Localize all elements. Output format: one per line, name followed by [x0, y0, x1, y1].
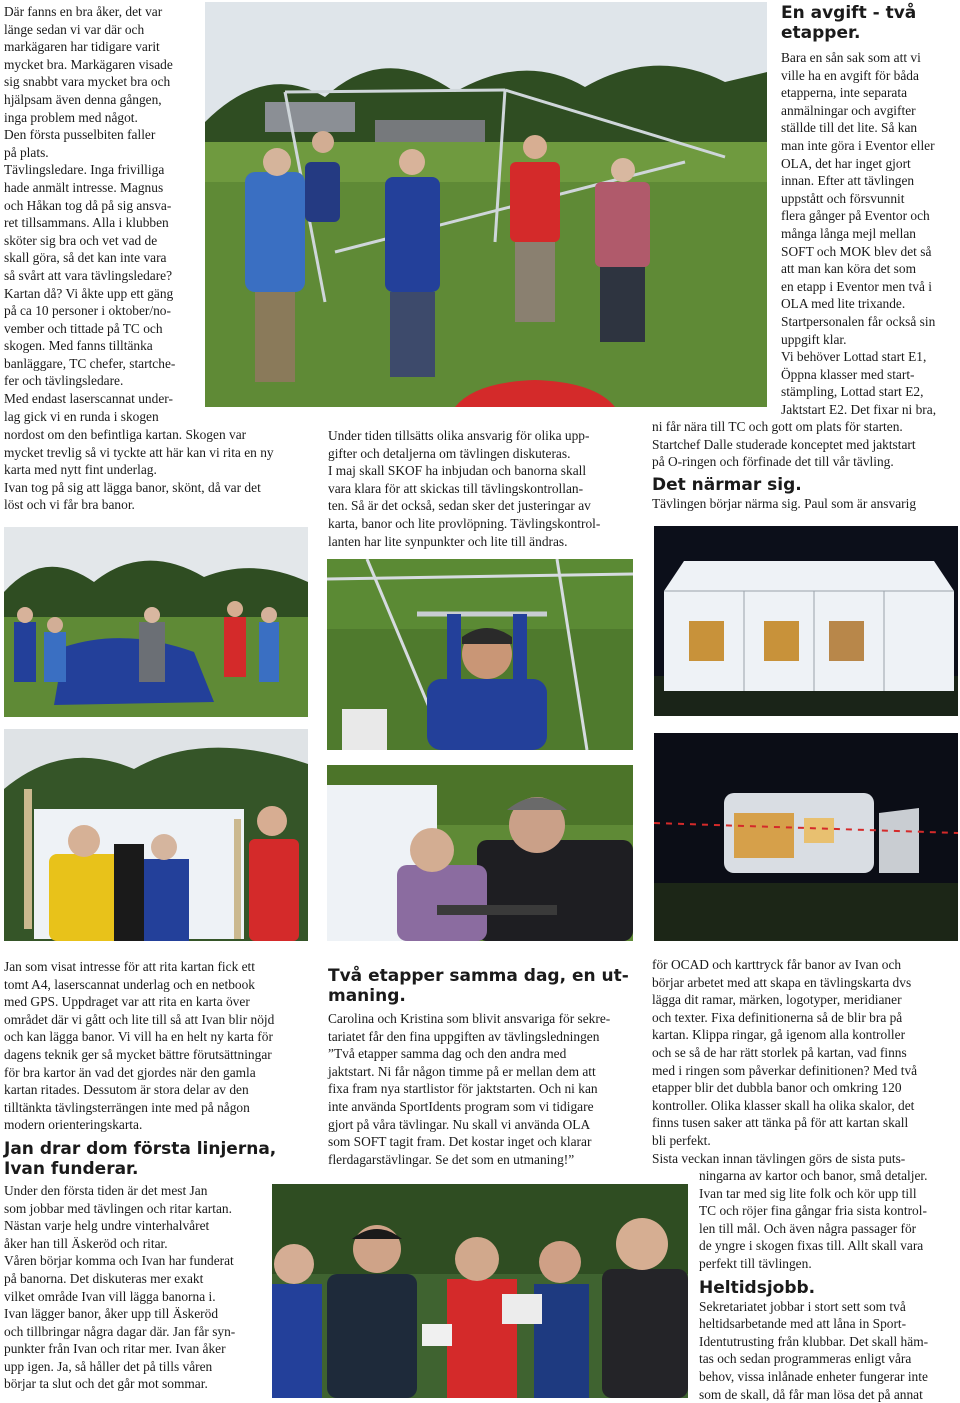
text-line: Öppna klasser med start-	[781, 366, 915, 382]
text-line: skall göra, så det kan inte vara	[4, 250, 167, 266]
text-line: lanten har lite synpunkter och lite till ändras.	[328, 533, 568, 549]
text-line: på banorna. Det diskuteras mer exakt	[4, 1270, 204, 1286]
text-line: gifter och detaljerna om tävlingen diskuteras.	[328, 445, 571, 461]
text-line: börjar arbetet med att skapa en tävlingskarta dvs	[652, 974, 912, 990]
text-line: Den första pusselbiten faller	[4, 127, 156, 143]
text-line: OLA, det har inget gjort	[781, 155, 911, 171]
photo-man-holding-pole	[327, 559, 633, 750]
text-line: Där fanns en bra åker, det var	[4, 4, 163, 19]
text-line: behov, vissa inlånade enheter fungerar inte	[699, 1368, 928, 1384]
text-line: vilket område Ivan vill lägga banorna i.	[4, 1288, 216, 1304]
text-line: lägga dit ramar, märken, logotyper, meridianer	[652, 992, 902, 1008]
text-line: tariatet får den fina uppgiften av tävlingsledningen	[328, 1028, 600, 1044]
text-line: innan. Efter att tävlingen	[781, 173, 915, 189]
text-line: Identutrusting från klubbar. Det skall häm-	[699, 1333, 929, 1349]
text-line: på O-ringen och förfinade det till vår tävling.	[652, 454, 894, 470]
heading-two-stages: Två etapper samma dag, en ut-	[328, 966, 629, 986]
photo-tent-frame-raising	[205, 2, 767, 407]
text-line: kartan. Klippa ringar, gå igenom alla kontroller	[652, 1027, 906, 1043]
final-touches-section	[699, 1167, 958, 1403]
text-line: lag gick vi en runda i skogen	[4, 408, 159, 424]
text-line: inga problem med något.	[4, 109, 138, 125]
map-printing-section	[652, 956, 958, 1167]
text-line: Ivan lägger banor, åker upp till Äskeröd	[4, 1306, 219, 1322]
text-line: sköter sig bra och vet vad de	[4, 232, 158, 248]
text-line: jaktstart. Ni får någon timme på er mellan dem att	[328, 1063, 596, 1079]
photo-group-with-papers	[272, 1184, 688, 1398]
text-line: ret tillsammans. Alla i klubben	[4, 215, 169, 231]
text-line: man inte göra i Eventor eller	[781, 137, 935, 153]
text-line: kartan ritades. Dessutom är stora delar av den	[4, 1082, 249, 1098]
text-line: Ivan tar med sig lite folk och kör upp till	[699, 1185, 917, 1201]
heading-approaching: Det närmar sig.	[652, 474, 802, 495]
text-line: vember och tittade på TC och	[4, 320, 163, 336]
text-line: Tävlingen börjar närma sig. Paul som är ansvarig	[652, 495, 917, 511]
heading-first-lines-2: Ivan funderar.	[4, 1158, 139, 1179]
text-line: som de skall, då får man lösa det på annat	[699, 1386, 923, 1402]
text-line: len till mål. Och även några passager för	[699, 1220, 917, 1236]
text-line: skogen. Med fanns tilltänka	[4, 338, 153, 354]
text-line: karta med nytt fint underlag.	[4, 462, 157, 478]
text-line: Vi behöver Lottad start E1,	[781, 349, 927, 365]
heading-two-stages-2: maning.	[328, 986, 406, 1006]
text-line: OLA med lite trixande.	[781, 296, 906, 312]
text-line: för bra kartor än vad det gjordes när den gamla	[4, 1064, 256, 1080]
text-line: modern orienteringskarta.	[4, 1117, 143, 1133]
text-line: och kan lägga banor. Vi vill ha en helt ny karta för	[4, 1029, 273, 1045]
text-line: perfekt till tävlingen.	[699, 1255, 812, 1271]
text-line: ville ha en avgift för båda	[781, 67, 919, 83]
text-line: åker han till Äskeröd och ritar.	[4, 1235, 168, 1251]
text-line: karta, banor och lite provlöpning. Tävlingskontrol-	[328, 515, 601, 531]
text-line: nordost om den befintliga kartan. Skogen var	[4, 427, 247, 442]
text-line: tas och sedan programmeras enligt våra	[699, 1351, 912, 1367]
text-line: finns tusen saker att tänka på för att kartan skall	[652, 1115, 909, 1131]
text-line: flera gånger på Eventor och	[781, 208, 930, 224]
text-line: etapperna, inte separata	[781, 85, 908, 101]
text-line: mycket bra. Markägaren visade	[4, 56, 173, 72]
text-line: Startpersonalen får också sin	[781, 313, 936, 329]
text-line: och tillbringar några dagar där. Jan får syn-	[4, 1323, 236, 1339]
responsibilities-text-block	[328, 427, 638, 550]
text-line: Jaktstart E2. Det fixar ni bra,	[781, 401, 937, 417]
text-line: ställde till det lite. Så kan	[781, 120, 918, 136]
text-line: Med endast laserscannat under-	[4, 391, 173, 407]
text-line: uppgift klar.	[781, 331, 847, 347]
text-line: Bara en sån sak som att vi	[781, 50, 921, 65]
text-line: bli perfekt.	[652, 1132, 711, 1148]
text-line: Tävlingsledare. Inga frivilliga	[4, 162, 165, 178]
text-line: Jan som visat intresse för att rita kartan fick ett	[4, 959, 255, 974]
start-section	[652, 418, 958, 512]
text-line: en etapp i Eventor men två i	[781, 278, 932, 294]
text-line: I maj skall SKOF ha inbjudan och banorna skall	[328, 463, 587, 479]
text-line: punkter från Ivan och ritar mer. Ivan åker	[4, 1341, 226, 1357]
text-line: Nästan varje helg undre vinterhalvåret	[4, 1218, 210, 1234]
text-line: många långa mejl mellan	[781, 225, 916, 241]
text-line: Ivan tog på sig att lägga banor, skönt, då var det	[4, 479, 261, 495]
text-line: heltidsarbetande med att låna in Sport-	[699, 1316, 907, 1332]
text-line: länge sedan vi var där och	[4, 21, 145, 37]
text-line: Sekretariatet jobbar i stort sett som två	[699, 1298, 906, 1314]
text-line: tilltänkta tävlingsterrängen inte med på någon	[4, 1099, 250, 1115]
text-line: tomt A4, laserscannat underlag och en netbook	[4, 976, 256, 992]
heading-full-time-job: Heltidsjobb.	[699, 1277, 816, 1298]
heading-fee-line2: etapper.	[781, 23, 861, 43]
text-line: gjort på våra tävlingar. Nu skall vi använda OLA	[328, 1116, 591, 1132]
text-line: börjar ta slut och det går mot sommar.	[4, 1376, 208, 1392]
map-drawing-section	[4, 958, 314, 1393]
two-stages-section	[328, 966, 638, 1168]
heading-first-lines: Jan drar dom första linjerna,	[4, 1138, 277, 1159]
text-line: löst och vi får bra banor.	[4, 497, 135, 513]
text-line: Under den första tiden är det mest Jan	[4, 1182, 208, 1198]
text-line: upp igen. Ja, så håller det på tills våren	[4, 1358, 213, 1374]
text-line: att man kan köra det som	[781, 261, 916, 277]
text-line: stämpling, Lottad start E2,	[781, 384, 924, 400]
text-line: på plats.	[4, 144, 49, 160]
fee-section	[781, 3, 959, 418]
text-line: Våren börjar komma och Ivan har funderat	[4, 1253, 234, 1269]
text-line: SOFT och MOK blev det så	[781, 243, 932, 259]
text-line: ”Två etapper samma dag och den andra med	[328, 1046, 567, 1062]
text-line: Under tiden tillsätts olika ansvarig för olika upp-	[328, 428, 590, 443]
photo-caravan-at-night	[654, 733, 958, 941]
text-line: området där vi gått och lite till så att Ivan blir nöjd	[4, 1011, 275, 1027]
text-line: Kartan då? Vi åkte upp ett gäng	[4, 285, 174, 301]
text-line: fixa fram nya startlistor för jaktstarten. Och ni kan	[328, 1081, 598, 1097]
photo-folding-blue-tarp	[4, 527, 308, 717]
text-line: mycket trevlig så vi tyckte att här kan vi rita en ny	[4, 444, 274, 460]
text-line: ningarna av kartor och banor, små detaljer.	[699, 1168, 928, 1183]
text-line: och Håkan tog då på sig ansva-	[4, 197, 172, 213]
text-line: flerdagarstävlingar. Se det som en utmaning!”	[328, 1151, 575, 1167]
text-line: TC och röjer fina gångar fria sista kontrol-	[699, 1203, 927, 1219]
photo-assembling-tent-poles	[4, 729, 308, 941]
text-line: etapper blir det dubbla banor och omkring 120	[652, 1080, 902, 1096]
photo-two-men-working	[327, 765, 633, 941]
text-line: som jobbar med tävlingen och ritar kartan.	[4, 1200, 232, 1216]
text-line: på ca 10 personer i oktober/no-	[4, 303, 171, 319]
intro-text-block	[4, 3, 204, 425]
text-line: markägaren har tidigare varit	[4, 39, 160, 55]
text-line: för OCAD och karttryck får banor av Ivan och	[652, 957, 902, 972]
text-line: uppstått och försvunnit	[781, 190, 905, 206]
map-story-text-block	[4, 426, 314, 514]
text-line: anmälningar och avgifter	[781, 102, 916, 118]
text-line: ni får nära till TC och gott om plats för starten.	[652, 419, 903, 434]
text-line: de yngre i skogen fixas till. Allt skall vara	[699, 1238, 924, 1254]
text-line: sig snabbt vara mycket bra och	[4, 74, 171, 90]
text-line: med i ringen som påverkar definitionen? Med två	[652, 1062, 918, 1078]
text-line: Carolina och Kristina som blivit ansvariga för sekre-	[328, 1011, 611, 1026]
text-line: med GPS. Uppdraget var att rita en karta över	[4, 994, 250, 1010]
text-line: inte använda SportIdents program som vi tidigare	[328, 1098, 594, 1114]
text-line: fer och tävlingsledare.	[4, 373, 124, 389]
text-line: så svårt att vara tävlingsledare?	[4, 267, 173, 283]
text-line: Sista veckan innan tävlingen görs de sista puts-	[652, 1150, 906, 1166]
text-line: hjälpsam även denna gången,	[4, 91, 162, 107]
text-line: som SOFT tagit fram. Det kostar inget och klarar	[328, 1134, 592, 1150]
text-line: Startchef Dalle studerade konceptet med jaktstart	[652, 436, 916, 452]
text-line: ten. Så är det också, sedan sker det justeringar av	[328, 498, 591, 514]
text-line: vara klara för att skickas till tävlingskontrollan-	[328, 480, 584, 496]
heading-fee-line1: En avgift - två	[781, 3, 917, 23]
photo-tent-at-night	[654, 526, 958, 716]
text-line: och texter. Fixa definitionerna så de blir bra på	[652, 1009, 903, 1025]
text-line: kontroller. Olika klasser skall ha olika skalor, det	[652, 1097, 915, 1113]
text-line: och se så de har rätt storlek på kartan, vad finns	[652, 1044, 907, 1060]
text-line: banläggare, TC chefer, startche-	[4, 355, 176, 371]
text-line: hade anmält intresse. Magnus	[4, 179, 164, 195]
text-line: dagens teknik ger så mycket bättre förutsättningar	[4, 1046, 272, 1062]
